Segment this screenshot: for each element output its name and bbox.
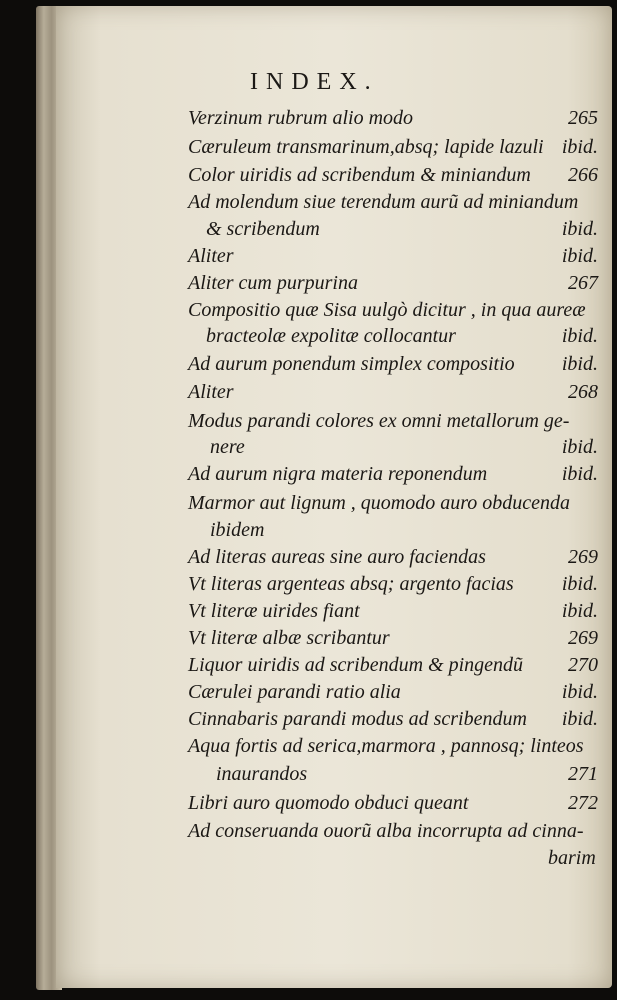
- page-reference: ibid.: [561, 463, 598, 485]
- index-line: [188, 379, 598, 405]
- entry-text: nere: [210, 436, 245, 458]
- page-reference: ibid.: [561, 681, 598, 703]
- entry-text: Ad aurum nigra materia reponendum: [188, 463, 488, 485]
- index-line: [188, 625, 598, 651]
- index-line: [188, 571, 598, 597]
- page-reference: ibid.: [561, 218, 598, 240]
- page-reference: 265: [568, 107, 598, 129]
- index-line: [188, 845, 598, 871]
- entry-text: Marmor aut lignum , quomodo auro obducenda: [188, 492, 571, 514]
- index-line: [188, 706, 598, 732]
- page-reference: ibid.: [561, 353, 598, 375]
- page-reference: ibid.: [561, 245, 598, 267]
- index-line: [188, 790, 598, 816]
- entry-text: Modus parandi colores ex omni metallorum ge-: [188, 410, 570, 432]
- index-line: [188, 544, 598, 570]
- entry-text: Vt literas argenteas absq; argento facias: [188, 573, 514, 595]
- page-reference: 266: [568, 164, 598, 186]
- page-reference: 271: [568, 763, 598, 785]
- entry-text: barim: [548, 847, 596, 869]
- entry-text: Vt literæ albæ scribantur: [188, 627, 390, 649]
- entry-text: Cærulei parandi ratio alia: [188, 681, 401, 703]
- entry-text: Ad molendum siue terendum aurũ ad miniandum: [188, 191, 579, 213]
- index-line: [188, 134, 598, 160]
- entry-text: ibidem: [210, 519, 265, 541]
- entry-text: Aliter: [188, 381, 234, 403]
- index-line: [188, 162, 598, 188]
- entry-text: Ad aurum ponendum simplex compositio: [188, 353, 515, 375]
- index-line: [188, 105, 598, 131]
- index-line: [188, 434, 598, 460]
- entry-text: Cæruleum transmarinum,absq; lapide lazuli: [188, 136, 544, 158]
- entry-text: Compositio quæ Sisa uulgò dicitur , in qua aureæ: [188, 299, 586, 321]
- page-reference: ibid.: [561, 136, 598, 158]
- entry-text: Ad conseruanda ouorũ alba incorrupta ad cinna-: [188, 820, 584, 842]
- entry-text: Liquor uiridis ad scribendum & pingendũ: [188, 654, 524, 676]
- index-line: [188, 408, 598, 434]
- index-line: [188, 679, 598, 705]
- index-line: [188, 761, 598, 787]
- index-line: [188, 517, 598, 543]
- entry-text: Vt literæ uirides fiant: [188, 600, 360, 622]
- entry-text: Aqua fortis ad serica,marmora , pannosq; linteos: [188, 735, 584, 757]
- entry-text: Aliter cum purpurina: [188, 272, 358, 294]
- page-reference: ibid.: [561, 573, 598, 595]
- page-reference: ibid.: [561, 600, 598, 622]
- entry-text: bracteolæ expolitæ collocantur: [206, 325, 456, 347]
- page-reference: 269: [568, 627, 598, 649]
- page-reference: ibid.: [561, 436, 598, 458]
- index-line: [188, 598, 598, 624]
- entry-text: Verzinum rubrum alio modo: [188, 107, 414, 129]
- entry-text: Color uiridis ad scribendum & miniandum: [188, 164, 531, 186]
- index-header: INDEX.: [250, 69, 379, 95]
- page-reference: 267: [568, 272, 598, 294]
- entry-text: Ad literas aureas sine auro faciendas: [188, 546, 486, 568]
- page-reference: 268: [568, 381, 598, 403]
- index-line: [188, 323, 598, 349]
- index-line: [188, 351, 598, 377]
- entry-text: Cinnabaris parandi modus ad scribendum: [188, 708, 527, 730]
- index-line: [188, 243, 598, 269]
- index-line: [188, 297, 598, 323]
- page-reference: 269: [568, 546, 598, 568]
- index-line: [188, 652, 598, 678]
- entry-text: & scribendum: [206, 218, 320, 240]
- page-reference: 270: [568, 654, 598, 676]
- entry-text: inaurandos: [216, 763, 308, 785]
- index-line: [188, 733, 598, 759]
- page-reference: 272: [568, 792, 598, 814]
- index-line: [188, 270, 598, 296]
- entry-text: Libri auro quomodo obduci queant: [188, 792, 469, 814]
- index-line: [188, 818, 598, 844]
- index-line: [188, 461, 598, 487]
- entry-text: Aliter: [188, 245, 234, 267]
- page-reference: ibid.: [561, 325, 598, 347]
- index-line: [188, 216, 598, 242]
- index-line: [188, 490, 598, 516]
- page-reference: ibid.: [561, 708, 598, 730]
- index-line: [188, 189, 598, 215]
